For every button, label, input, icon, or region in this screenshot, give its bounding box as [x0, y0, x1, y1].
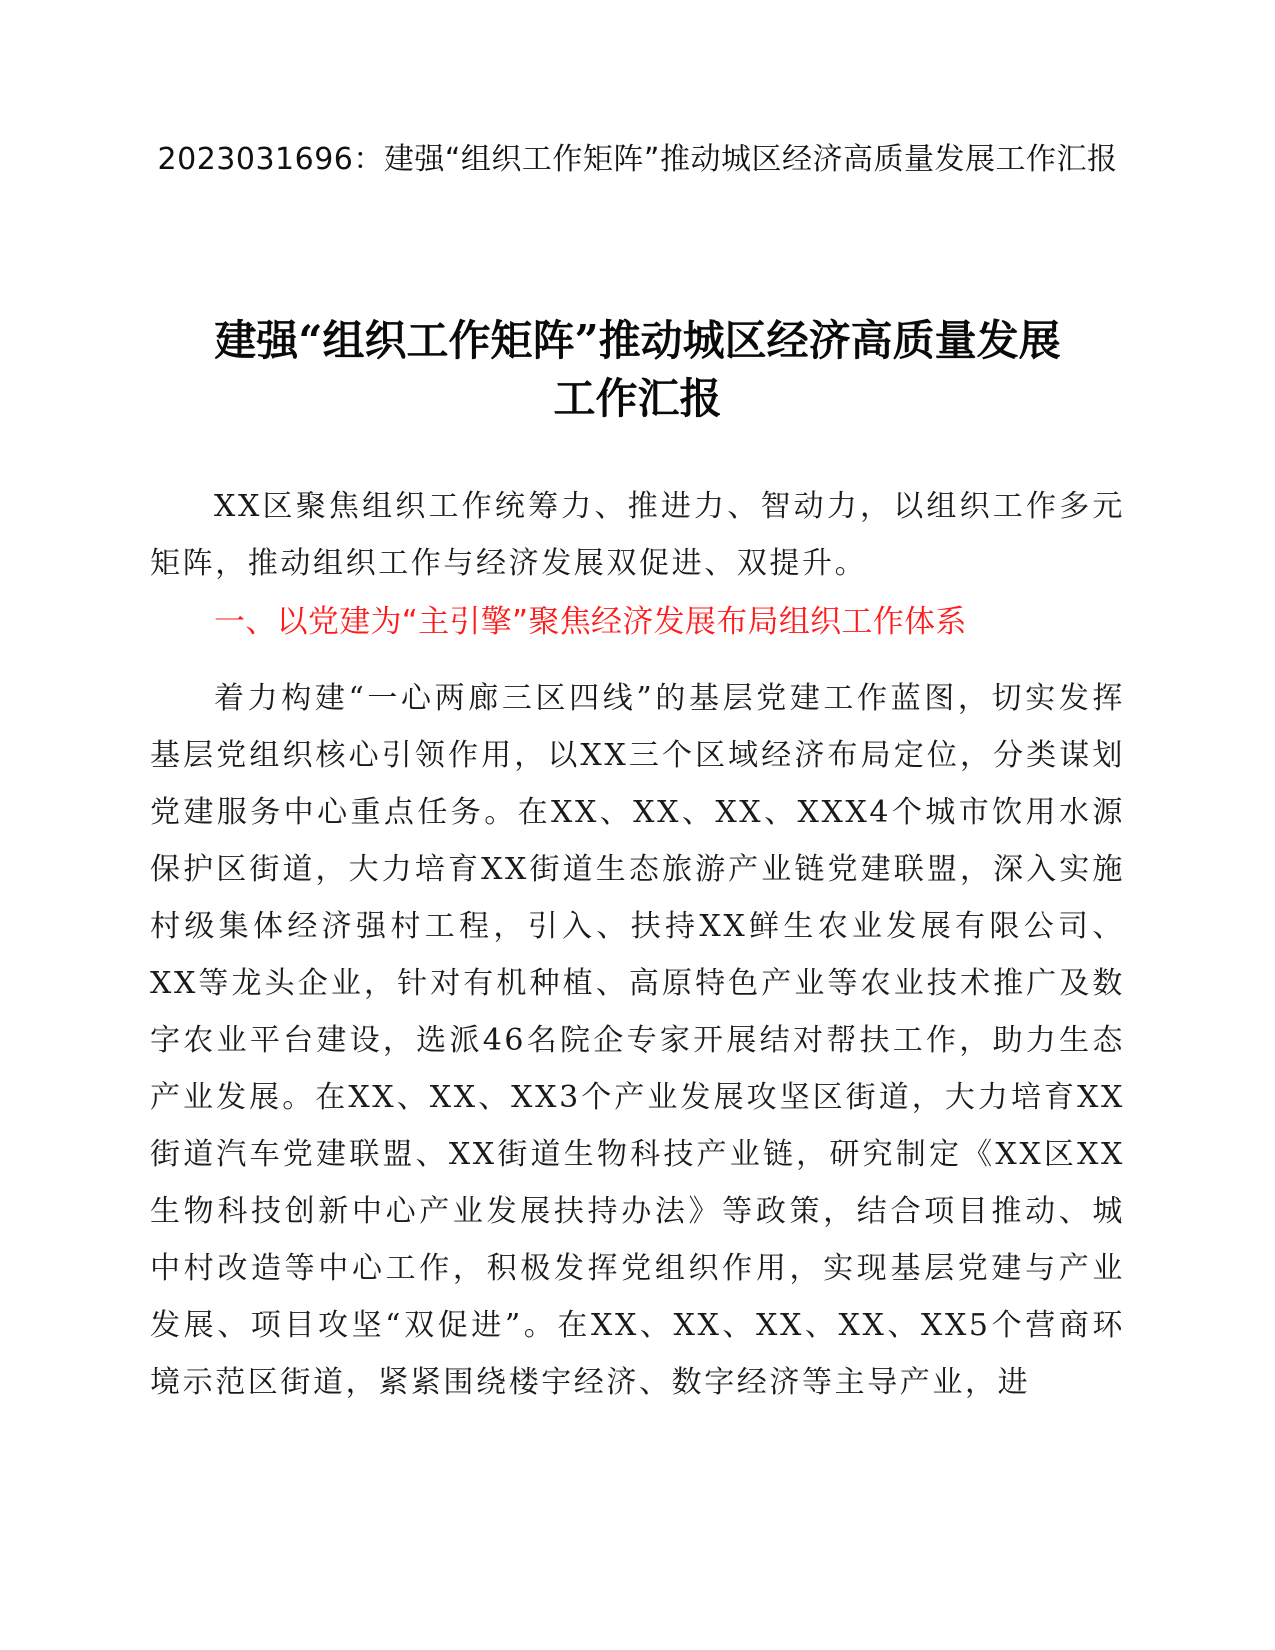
document-title-line-1: 建强“组织工作矩阵”推动城区经济高质量发展 [214, 316, 1061, 365]
document-title-line-2: 工作汇报 [553, 374, 722, 423]
document-header: 2023031696：建强“组织工作矩阵”推动城区经济高质量发展工作汇报 [157, 142, 1118, 177]
section-heading: 一、以党建为“主引擎”聚焦经济发展布局组织工作体系 [214, 604, 967, 640]
document-title [150, 312, 1125, 428]
body-paragraph: 着力构建“一心两廊三区四线”的基层党建工作蓝图，切实发挥基层党组织核心引领作用，以XX三个区域经济布局定位，分类谋划党建服务中心重点任务。在XX、XX、XX、XXX4个城市饮用水源保护区街道，大力培育XX街道生态旅游产业链党建联盟，深入实施村级集体经济强村工程，引入、扶持XX鲜生农业发展有限公司、XX等龙头企业，针对有机种植、高原特色产业等农业技术推广及数字农业平台建设，选派46名院企专家开展结对帮扶工作，助力生态产业发展。在XX、XX、XX3个产业发展攻坚区街道，大力培育XX街道汽车党建联盟、XX街道生物科技产业链，研究制定《XX区XX生物科技创新中心产业发展扶持办法》等政策，结合项目推动、城中村改造等中心工作，积极发挥党组织作用，实现基层党建与产业发展、项目攻坚“双促进”。在XX、XX、XX、XX、XX5个营商环境示范区街道，紧紧围绕楼宇经济、数字经济等主导产业，进 [150, 681, 1125, 1400]
intro-paragraph: XX区聚焦组织工作统筹力、推进力、智动力，以组织工作多元矩阵，推动组织工作与经济发展双促进、双提升。 [150, 489, 1125, 581]
